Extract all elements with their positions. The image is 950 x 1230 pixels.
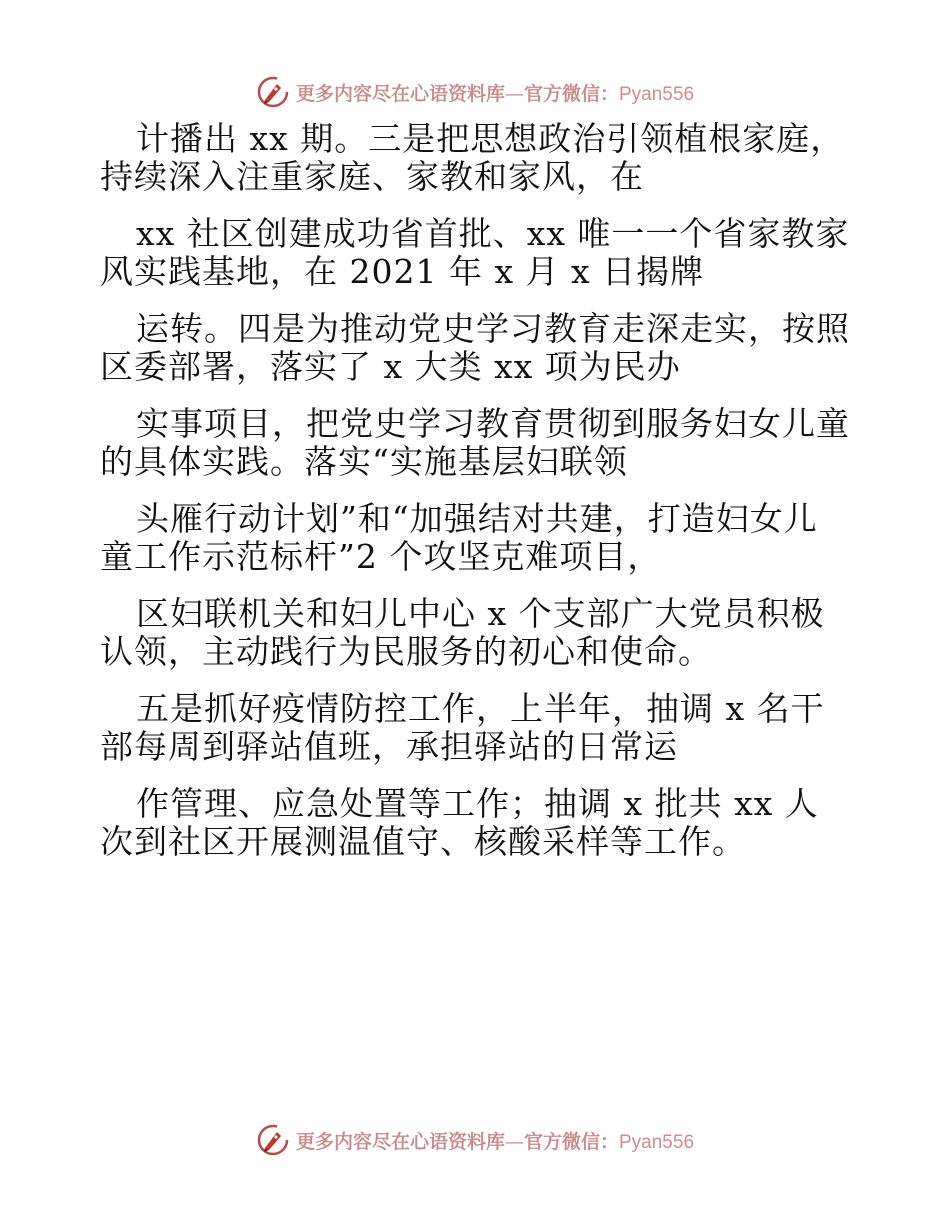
header-banner-inner <box>256 75 694 109</box>
paragraph-line: 实事项目，把党史学习教育贯彻到服务妇女儿童 <box>136 404 850 443</box>
header-text <box>296 79 694 106</box>
footer-wechat-id: Pyan556 <box>619 1131 695 1153</box>
paragraph-1 <box>100 120 860 196</box>
paragraph-line: 次到社区开展测温值守、核酸采样等工作。 <box>100 822 746 861</box>
paragraph-3 <box>100 310 860 386</box>
footer-text-tail: 官方微信： <box>523 1130 619 1153</box>
paragraph-line: 作管理、应急处置等工作；抽调 x 批共 xx 人 <box>136 784 819 823</box>
paragraph-line: 的具体实践。落实“实施基层妇联领 <box>100 442 628 481</box>
paragraph-4 <box>100 405 860 481</box>
header-dash: — <box>504 82 524 105</box>
paragraph-line: 计播出 xx 期。三是把思想政治引领植根家庭， <box>136 119 845 158</box>
paragraph-line: 头雁行动计划”和“加强结对共建，打造妇女儿 <box>136 499 818 538</box>
paragraph-line: 风实践基地，在 2021 年 x 月 x 日揭牌 <box>100 252 705 291</box>
header-wechat-id: Pyan556 <box>619 83 695 105</box>
pen-nib-logo-icon <box>256 75 290 109</box>
paragraph-line: 区妇联机关和妇儿中心 x 个支部广大党员积极 <box>136 594 825 633</box>
paragraph-5 <box>100 500 860 576</box>
document-body <box>100 120 860 880</box>
footer-dash: — <box>504 1130 524 1153</box>
footer-text-cn: 更多内容尽在心语资料库 <box>295 1130 505 1153</box>
footer-banner-inner <box>256 1123 694 1157</box>
paragraph-line: xx 社区创建成功省首批、xx 唯一一个省家教家 <box>136 214 850 253</box>
paragraph-6 <box>100 595 860 671</box>
paragraph-line: 运转。四是为推动党史学习教育走深走实，按照 <box>136 309 850 348</box>
footer-text <box>296 1127 694 1154</box>
paragraph-line: 五是抓好疫情防控工作，上半年，抽调 x 名干 <box>136 689 825 728</box>
paragraph-8 <box>100 785 860 861</box>
header-banner <box>0 72 950 112</box>
pen-nib-logo-icon <box>256 1123 290 1157</box>
paragraph-2 <box>100 215 860 291</box>
paragraph-line: 部每周到驿站值班，承担驿站的日常运 <box>100 727 678 766</box>
paragraph-line: 区委部署，落实了 x 大类 xx 项为民办 <box>100 347 681 386</box>
paragraph-7 <box>100 690 860 766</box>
paragraph-line: 童工作示范标杆”2 个攻坚克难项目， <box>100 537 662 576</box>
header-text-cn: 更多内容尽在心语资料库 <box>295 82 505 105</box>
footer-banner <box>0 1120 950 1160</box>
paragraph-line: 持续深入注重家庭、家教和家风，在 <box>100 157 644 196</box>
header-text-tail: 官方微信： <box>523 82 619 105</box>
paragraph-line: 认领，主动践行为民服务的初心和使命。 <box>100 632 712 671</box>
